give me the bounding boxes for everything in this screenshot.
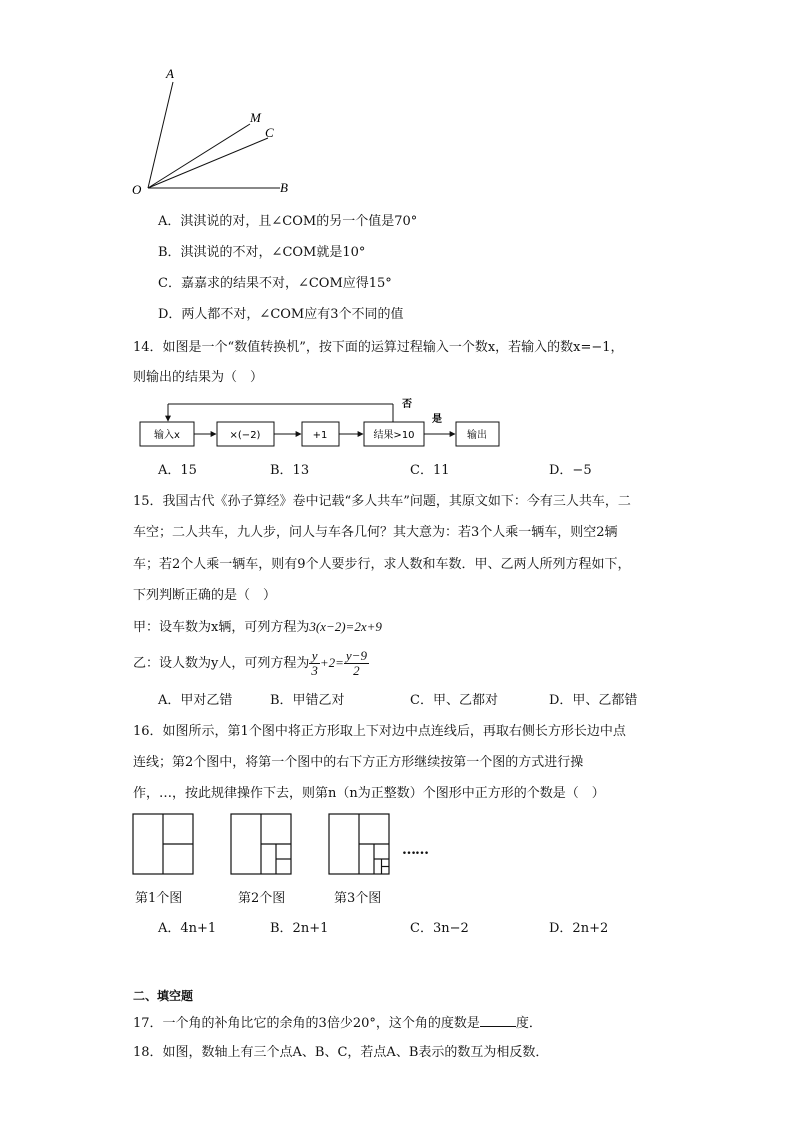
q13-option-b: B．淇淇说的不对，∠COM就是10° xyxy=(158,245,366,260)
q15-yi-den2: 2 xyxy=(353,663,360,678)
q15-jia-equation: 3(x−2)=2x+9 xyxy=(309,619,382,634)
q14-stem-line2: 则输出的结果为（ ） xyxy=(133,370,264,385)
square-figure-2 xyxy=(230,813,294,875)
q16-option-c: C．3n−2 xyxy=(410,921,469,936)
q15-yi-text: 乙：设人数为y人，可列方程为 xyxy=(133,656,310,671)
q15-jia xyxy=(133,617,382,638)
label-c: C xyxy=(265,125,274,140)
ray-oc xyxy=(148,138,268,188)
q16-option-a: A．4n+1 xyxy=(158,921,217,936)
ray-oa xyxy=(148,82,173,188)
q15-stem-line4: 下列判断正确的是（ ） xyxy=(133,588,277,603)
box-input-label: 输入x xyxy=(154,430,180,441)
q14-option-a: A．15 xyxy=(158,463,197,478)
q15-yi-num2: y−9 xyxy=(345,648,367,663)
box-plus-one-label: +1 xyxy=(312,430,328,441)
q14-option-d: D．−5 xyxy=(549,463,592,478)
q14-option-c: C．11 xyxy=(410,463,450,478)
flowchart xyxy=(136,395,506,453)
q15-stem-line1: 15．我国古代《孙子算经》卷中记载“多人共车”问题，其原文如下：今有三人共车，二 xyxy=(133,494,631,509)
fig2-caption: 第2个图 xyxy=(238,891,286,906)
q16-stem-line2: 连线；第2个图中，将第一个图中的右下方正方形继续按第一个图的方式进行操 xyxy=(133,755,584,770)
q15-yi-fraction-1 xyxy=(309,649,320,678)
label-m: M xyxy=(250,110,261,125)
q15-stem-line3: 车；若2个人乘一辆车，则有9个人要步行，求人数和车数．甲、乙两人所列方程如下， xyxy=(133,557,631,572)
label-b: B xyxy=(280,180,288,195)
q13-option-c: C．嘉嘉求的结果不对，∠COM应得15° xyxy=(158,276,392,291)
q18-stem: 18．如图，数轴上有三个点A、B、C，若点A、B表示的数互为相反数． xyxy=(133,1045,549,1060)
q14-stem-line1: 14．如图是一个“数值转换机”，按下面的运算过程输入一个数x，若输入的数x=−1， xyxy=(133,340,624,355)
q15-option-c: C．甲、乙都对 xyxy=(410,693,498,708)
box-condition-label: 结果>10 xyxy=(373,430,415,441)
q15-yi xyxy=(133,648,369,679)
section-heading: 二、填空题 xyxy=(133,989,194,1003)
box-output-label: 输出 xyxy=(467,430,487,441)
q14-option-b: B．13 xyxy=(270,463,310,478)
q17-answer-blank[interactable] xyxy=(480,1012,516,1027)
q16-stem-line1: 16．如图所示，第1个图中将正方形取上下对边中点连线后，再取右侧长方形长边中点 xyxy=(133,724,626,739)
q15-option-a: A．甲对乙错 xyxy=(158,693,233,708)
q16-option-d: D．2n+2 xyxy=(549,921,609,936)
q16-option-b: B．2n+1 xyxy=(270,921,329,936)
q15-jia-text: 甲：设车数为x辆，可列方程为 xyxy=(133,620,310,635)
label-a: A xyxy=(166,66,174,81)
square-figure-1 xyxy=(132,813,196,875)
fig3-caption: 第3个图 xyxy=(334,891,382,906)
fig1-caption: 第1个图 xyxy=(135,891,183,906)
q17-text-before: 17．一个角的补角比它的余角的3倍少20°，这个角的度数是 xyxy=(133,1016,480,1031)
q13-option-a: A．淇淇说的对，且∠COM的另一个值是70° xyxy=(158,214,418,229)
q16-stem-line3: 作，…，按此规律操作下去，则第n（n为正整数）个图形中正方形的个数是（ ） xyxy=(133,786,605,801)
q15-option-b: B．甲错乙对 xyxy=(270,693,345,708)
q17-text-after: 度． xyxy=(515,1016,542,1031)
figure-ellipsis: …… xyxy=(402,842,428,858)
q15-yi-mid: +2= xyxy=(319,655,344,670)
box-multiply-label: ×(−2) xyxy=(229,430,261,441)
square-figure-3 xyxy=(328,813,392,875)
ray-om xyxy=(148,124,250,188)
q15-yi-num1: y xyxy=(309,649,320,664)
q17-stem xyxy=(133,1012,542,1034)
yes-label: 是 xyxy=(432,414,442,425)
no-label: 否 xyxy=(402,399,412,410)
q15-yi-den1: 3 xyxy=(311,663,318,678)
label-o: O xyxy=(132,182,142,197)
q15-yi-fraction-2 xyxy=(344,649,369,678)
q15-stem-line2: 车空；二人共车，九人步，问人与车各几何？其大意为：若3个人乘一辆车，则空2辆 xyxy=(133,525,618,540)
q13-option-d: D．两人都不对，∠COM应有3个不同的值 xyxy=(158,307,404,322)
q15-option-d: D．甲、乙都错 xyxy=(549,693,638,708)
angle-figure xyxy=(128,62,298,198)
